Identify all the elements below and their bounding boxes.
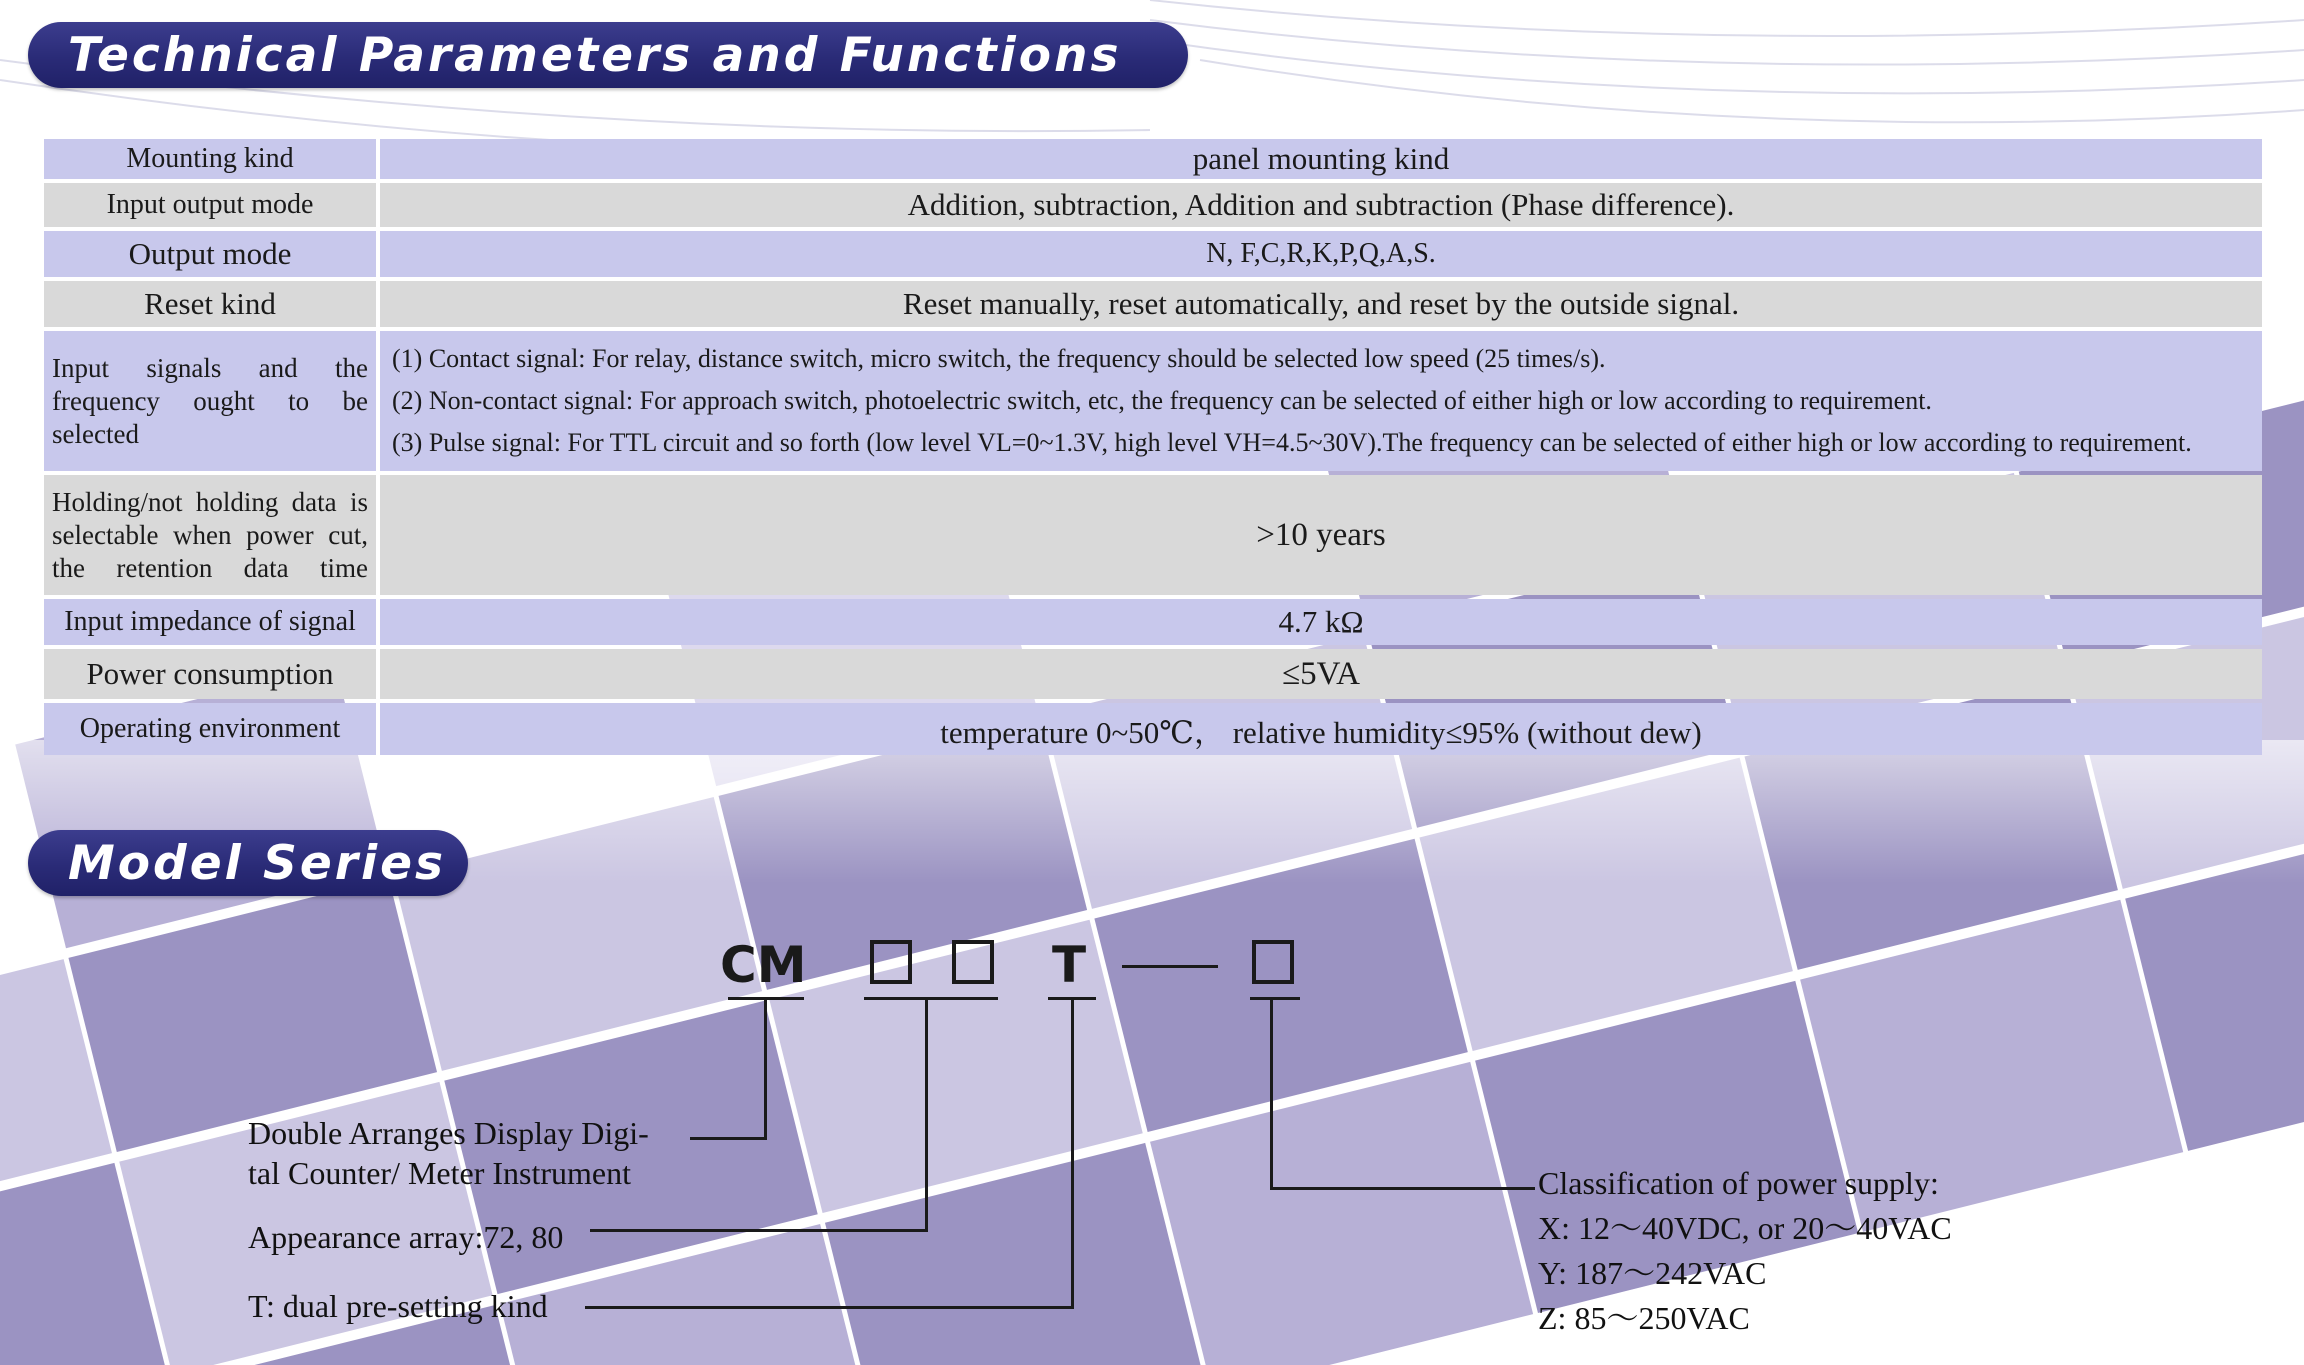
param-value: 4.7 kΩ	[380, 599, 2262, 645]
dash-line	[1122, 965, 1218, 968]
table-row	[44, 599, 2262, 645]
desc-appearance: Appearance array:72, 80	[248, 1219, 564, 1255]
section-title: Model Series	[68, 836, 446, 891]
table-row	[44, 331, 2262, 471]
table-row	[44, 231, 2262, 277]
param-label: Input signals and the frequency ought to be selected	[44, 331, 376, 471]
param-value: Addition, subtraction, Addition and subtraction (Phase difference).	[380, 183, 2262, 227]
model-prefix: CM	[720, 936, 807, 994]
param-label: Input impedance of signal	[44, 599, 376, 645]
power-x: X: 12～40VDC, or 20～40VAC	[1538, 1210, 1952, 1246]
param-label: Operating environment	[44, 703, 376, 755]
param-value: Reset manually, reset automatically, and reset by the outside signal.	[380, 281, 2262, 327]
param-value-list	[380, 331, 2262, 471]
parameters-table	[40, 135, 2266, 759]
table-row	[44, 649, 2262, 699]
connector-line	[690, 1137, 767, 1140]
table-row	[44, 183, 2262, 227]
desc-series-line1: Double Arranges Display Digi-	[248, 1115, 649, 1151]
placeholder-box-icon	[952, 940, 994, 984]
param-value: >10 years	[380, 475, 2262, 595]
connector-line	[590, 1229, 928, 1232]
connector-line	[585, 1306, 1074, 1309]
power-title: Classification of power supply:	[1538, 1165, 1939, 1201]
table-row	[44, 475, 2262, 595]
param-label: Input output mode	[44, 183, 376, 227]
param-label: Power consumption	[44, 649, 376, 699]
param-label: Holding/not holding data is selectable when power cut, the retention data time	[44, 475, 376, 595]
appearance-underline	[864, 997, 998, 1000]
model-suffix: T	[1052, 936, 1087, 994]
param-value: N, F,C,R,K,P,Q,A,S.	[380, 231, 2262, 277]
param-value: temperature 0~50℃， relative humidity≤95% (without dew)	[380, 703, 2262, 755]
list-item: (2) Non-contact signal: For approach switch, photoelectric switch, etc, the frequency can be selected of either high or low according to requirement.	[392, 386, 1932, 415]
param-label: Mounting kind	[44, 139, 376, 179]
connector-line	[1270, 1187, 1535, 1190]
power-y: Y: 187～242VAC	[1538, 1255, 1767, 1291]
table-row	[44, 281, 2262, 327]
param-label: Output mode	[44, 231, 376, 277]
table-row	[44, 139, 2262, 179]
list-item: (1) Contact signal: For relay, distance switch, micro switch, the frequency should be selected low speed (25 times/s).	[392, 344, 1606, 373]
connector-line	[1270, 999, 1273, 1190]
section-banner-technical	[28, 22, 1188, 88]
param-label: Reset kind	[44, 281, 376, 327]
param-value: ≤5VA	[380, 649, 2262, 699]
power-underline	[1250, 997, 1300, 1000]
connector-line	[1071, 999, 1074, 1308]
list-item: (3) Pulse signal: For TTL circuit and so forth (low level VL=0~1.3V, high level VH=4.5~30V).The frequency can be selected of either high or low according to requirement.	[392, 428, 2192, 457]
desc-series-line2: tal Counter/ Meter Instrument	[248, 1155, 632, 1191]
param-value: panel mounting kind	[380, 139, 2262, 179]
connector-line	[925, 999, 928, 1231]
connector-line	[764, 999, 767, 1140]
section-banner-model	[28, 830, 468, 896]
section-title: Technical Parameters and Functions	[68, 28, 1122, 83]
placeholder-box-icon	[870, 940, 912, 984]
table-row	[44, 703, 2262, 755]
power-z: Z: 85～250VAC	[1538, 1300, 1750, 1336]
desc-t-kind: T: dual pre-setting kind	[248, 1288, 548, 1324]
placeholder-box-icon	[1252, 940, 1294, 984]
